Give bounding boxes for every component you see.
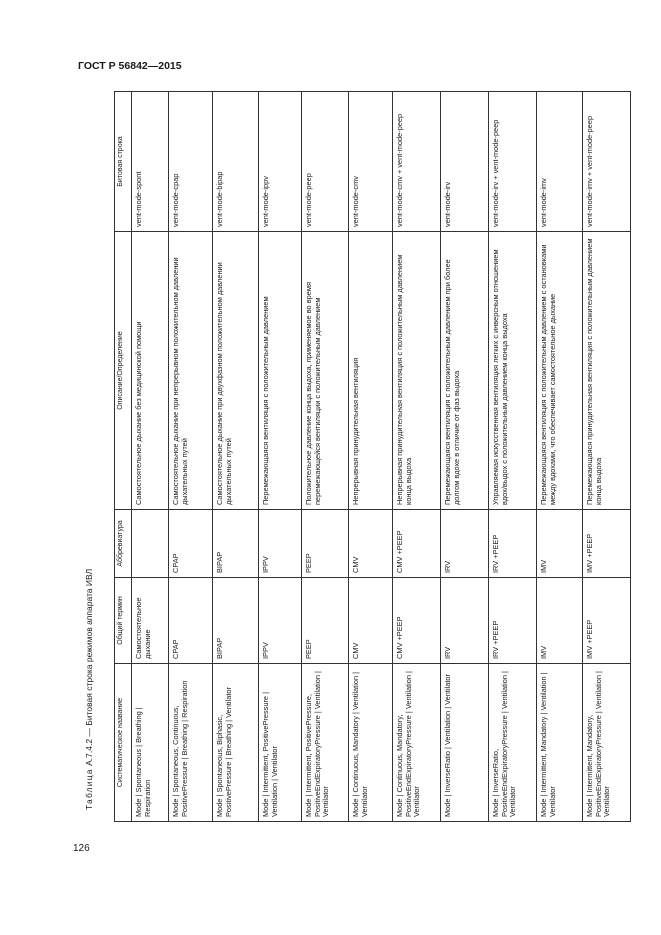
cell-abbr: CMV +PEEP [393, 510, 441, 578]
cell-desc: Перемежающаяся вентиляция с положительным давлением [259, 232, 302, 510]
table-row [583, 92, 631, 822]
table-row [259, 92, 302, 822]
table-row [441, 92, 489, 822]
cell-desc: Положительное давление конца выдоха, применяемое во время перемежающейся вентиляции с положительным давлением [302, 232, 349, 510]
page-number: 126 [73, 843, 90, 854]
header-systematic-name: Систематическое название [115, 664, 132, 822]
caption-label: Таблица [84, 768, 94, 810]
cell-abbr: BIPAP [213, 510, 259, 578]
cell-desc: Управляемая искусственная вентиляция легких с инверсным отношением вдох/выдох с положительным давлением конца выдоха [489, 232, 537, 510]
cell-abbr: CMV [349, 510, 393, 578]
cell-common: BIPAP [213, 578, 259, 664]
cell-abbr: IRV +PEEP [489, 510, 537, 578]
cell-desc: Перемежающаяся вентиляция с положительным давлением при более долгом вдохе в отличие от фаз выдоха [441, 232, 489, 510]
cell-systematic: Mode | Continuous, Mandatory | Ventilation | Ventilator [349, 664, 393, 822]
cell-common: IMV [537, 578, 583, 664]
cell-systematic: Mode | Intermittent, Mandatory, PositiveEndExpiratoryPressure | Ventilation | Ventilator [583, 664, 631, 822]
cell-abbr: IRV [441, 510, 489, 578]
cell-common: PEEP [302, 578, 349, 664]
cell-desc: Непрерывная принудительная вентиляция [349, 232, 393, 510]
cell-systematic: Mode | Intermittent, PositivePressure | Ventilation | Ventilator [259, 664, 302, 822]
header-description: Описание/Определение [115, 232, 132, 510]
cell-desc: Самостоятельное дыхание без медицинской помощи [132, 232, 169, 510]
cell-common: Самостоятельное дыхание [132, 578, 169, 664]
table-caption [84, 569, 94, 810]
cell-systematic: Mode | Intermittent, PositivePressure, PositiveEndExpiratoryPressure | Ventilation | Ventilator [302, 664, 349, 822]
cell-common: IPPV [259, 578, 302, 664]
cell-bits: vent-mode-imv [537, 92, 583, 232]
header-abbreviation: Аббревиатура [115, 510, 132, 578]
caption-text: — Битовая строка режимов аппарата ИВЛ [84, 568, 94, 739]
modes-table-container [114, 92, 612, 822]
table-row [537, 92, 583, 822]
cell-systematic: Mode | Continuous, Mandatory, PositiveEndExpiratoryPressure | Ventilation | Ventilator [393, 664, 441, 822]
table-row [489, 92, 537, 822]
cell-desc: Самостоятельное дыхание при двухфазном положительном давлении дыхательных путей [213, 232, 259, 510]
cell-abbr [132, 510, 169, 578]
cell-systematic: Mode | Spontaneous, Continuous, PositivePressure | Breathing | Respiration [169, 664, 213, 822]
table-row [349, 92, 393, 822]
cell-common: CMV +PEEP [393, 578, 441, 664]
cell-desc: Перемежающаяся вентиляция с положительным давлением с остановками между вдохами, что обеспечивает самостоятельное дыхание [537, 232, 583, 510]
cell-bits: vent-mode-bipap [213, 92, 259, 232]
ventilator-modes-table [114, 91, 631, 822]
table-row [302, 92, 349, 822]
document-header: ГОСТ Р 56842—2015 [78, 60, 182, 72]
cell-desc: Перемежающаяся принудительная вентиляция с положительным давлением конца выдоха [583, 232, 631, 510]
cell-bits: vent-mode-ippv [259, 92, 302, 232]
cell-desc: Непрерывная принудительная вентиляция с положительным давлением конца выдоха [393, 232, 441, 510]
cell-systematic: Mode | Intermittent, Mandatory | Ventilation | Ventilator [537, 664, 583, 822]
cell-abbr: PEEP [302, 510, 349, 578]
cell-bits: vent-mode-irv + vent-mode-peep [489, 92, 537, 232]
table-row [169, 92, 213, 822]
cell-systematic: Mode | Spontaneous | Breathing | Respiration [132, 664, 169, 822]
header-common-term: Общий термин [115, 578, 132, 664]
cell-systematic: Mode | InverseRatio | Ventilation | Ventilator [441, 664, 489, 822]
cell-bits: vent-mode-peep [302, 92, 349, 232]
cell-common: IMV +PEEP [583, 578, 631, 664]
cell-common: CPAP [169, 578, 213, 664]
cell-abbr: IMV [537, 510, 583, 578]
cell-abbr: CPAP [169, 510, 213, 578]
cell-common: IRV +PEEP [489, 578, 537, 664]
cell-systematic: Mode | InverseRatio, PositiveEndExpiratoryPressure | Ventilation | Ventilator [489, 664, 537, 822]
header-bit-string: Битовая строка [115, 92, 132, 232]
cell-bits: vent-mode-spont [132, 92, 169, 232]
caption-number: А.7.4.2 [84, 738, 94, 766]
cell-abbr: IMV +PEEP [583, 510, 631, 578]
cell-bits: vent-mode-cpap [169, 92, 213, 232]
cell-bits: vent-mode-cmv + vent-mode-peep [393, 92, 441, 232]
table-row [132, 92, 169, 822]
table-header-row [115, 92, 132, 822]
cell-systematic: Mode | Spontaneous, Biphasic, PositivePressure | Breathing | Ventilator [213, 664, 259, 822]
cell-abbr: IPPV [259, 510, 302, 578]
cell-bits: vent-mode-irv [441, 92, 489, 232]
cell-bits: vent-mode-cmv [349, 92, 393, 232]
cell-bits: vent-mode-imv + vent-mode-peep [583, 92, 631, 232]
cell-desc: Самостоятельное дыхание при непрерывном положительном давлении дыхательных путей [169, 232, 213, 510]
cell-common: CMV [349, 578, 393, 664]
cell-common: IRV [441, 578, 489, 664]
table-row [393, 92, 441, 822]
table-row [213, 92, 259, 822]
